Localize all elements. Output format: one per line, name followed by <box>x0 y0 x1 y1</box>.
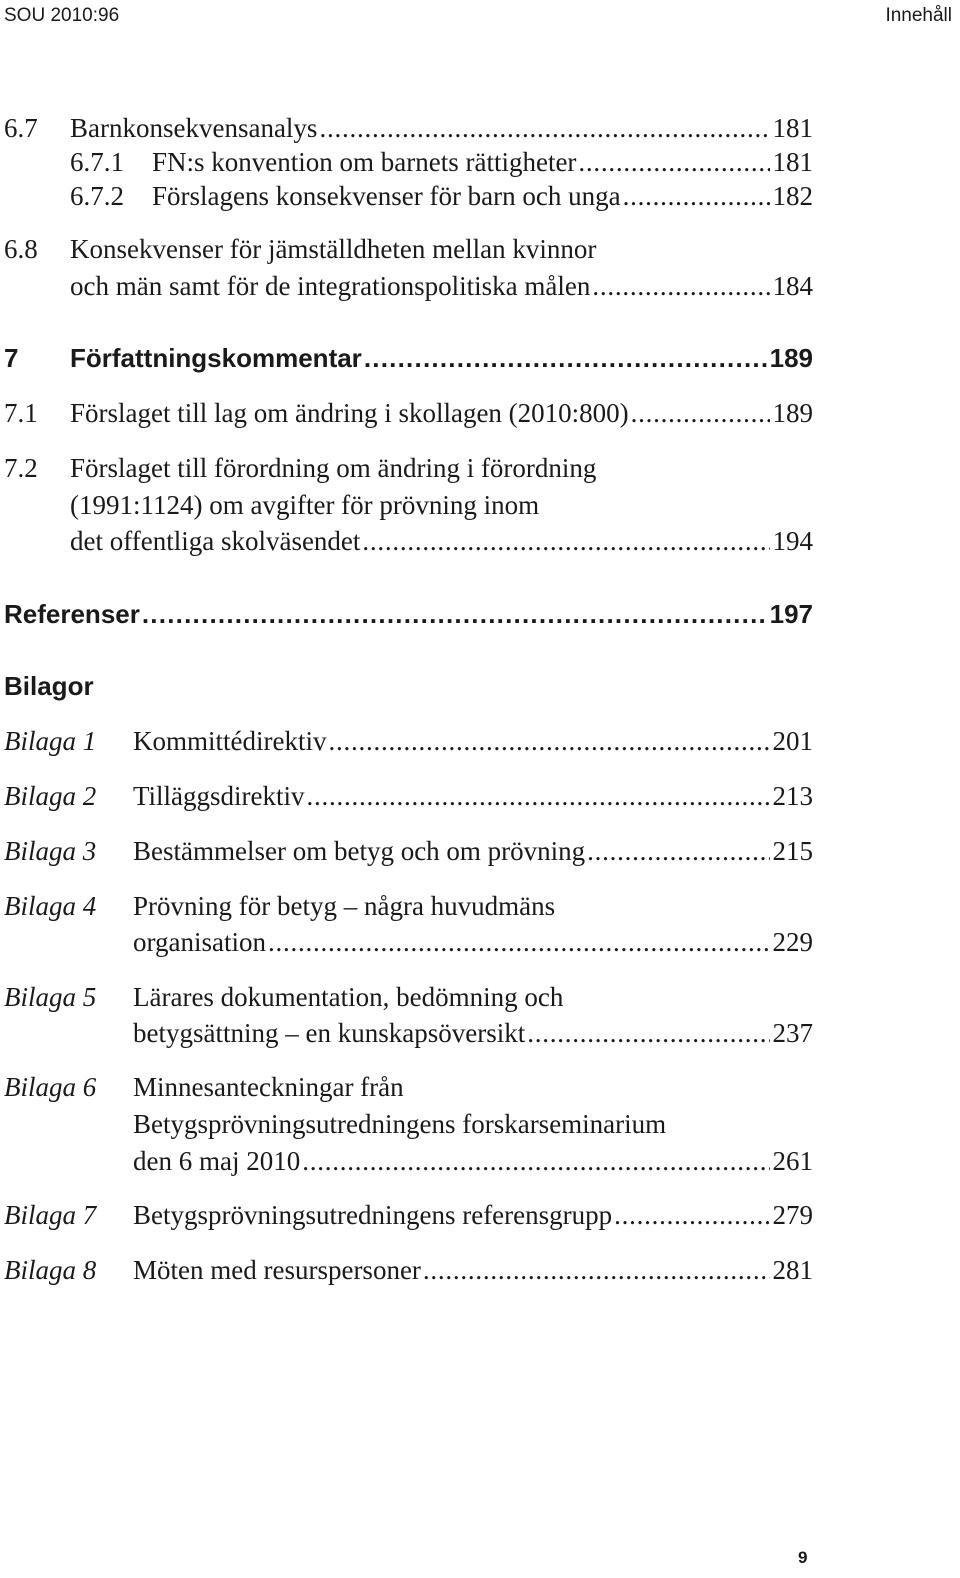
toc-entry-7-2[interactable] <box>70 523 813 559</box>
toc-entry-6-7-2[interactable] <box>152 178 813 214</box>
toc-chapter-7[interactable] <box>70 340 813 376</box>
toc-bilaga-5[interactable] <box>133 1015 813 1051</box>
dot-leader <box>302 1143 769 1179</box>
toc-title: Kommittédirektiv <box>133 726 327 756</box>
toc-title: betygsättning – en kunskapsöversikt <box>133 1018 526 1048</box>
chapter-title: Författningskommentar <box>70 343 362 373</box>
dot-leader <box>587 833 769 869</box>
toc-page: 181 <box>772 113 813 143</box>
running-header-right: Innehåll <box>885 5 952 26</box>
toc-title-line-1: Konsekvenser för jämställdheten mellan kvinnor <box>70 234 597 264</box>
toc-page: 184 <box>772 271 813 301</box>
toc-page: 189 <box>769 343 813 373</box>
dot-leader <box>142 596 767 632</box>
toc-bilaga-4[interactable] <box>133 924 813 960</box>
toc-page: 197 <box>769 599 813 629</box>
dot-leader <box>631 395 770 431</box>
bilaga-label: Bilaga 7 <box>4 1200 97 1230</box>
dot-leader <box>614 1197 769 1233</box>
toc-page: 181 <box>772 147 813 177</box>
toc-title-line-2: Betygsprövningsutredningens forskarseminarium <box>133 1109 667 1139</box>
bilaga-label: Bilaga 3 <box>4 836 97 866</box>
toc-number: 7.1 <box>4 398 38 428</box>
toc-bilaga-6[interactable] <box>133 1143 813 1179</box>
toc-title: organisation <box>133 927 266 957</box>
toc-entry-6-7[interactable] <box>70 110 813 146</box>
toc-number: 6.8 <box>4 234 38 264</box>
dot-leader <box>623 178 770 214</box>
toc-page: 189 <box>772 398 813 428</box>
bilaga-label: Bilaga 8 <box>4 1255 97 1285</box>
toc-page: 229 <box>772 927 813 957</box>
toc-entry-6-8[interactable] <box>70 268 813 304</box>
toc-number: 6.7.2 <box>70 181 124 211</box>
toc-page: 261 <box>772 1146 813 1176</box>
toc-page: 182 <box>772 181 813 211</box>
toc-title-line-1: Minnesanteckningar från <box>133 1072 404 1102</box>
toc-page: 201 <box>772 726 813 756</box>
dot-leader <box>578 144 769 180</box>
toc-page: 279 <box>772 1200 813 1230</box>
toc-title: den 6 maj 2010 <box>133 1146 301 1176</box>
dot-leader <box>319 110 769 146</box>
dot-leader <box>592 268 769 304</box>
dot-leader <box>362 523 769 559</box>
page-number: 9 <box>798 1548 808 1567</box>
toc-bilaga-8[interactable] <box>133 1252 813 1288</box>
toc-bilaga-3[interactable] <box>133 833 813 869</box>
chapter-number: 7 <box>4 343 19 373</box>
toc-title: Förslagens konsekvenser för barn och unga <box>152 181 621 211</box>
toc-title: Förslaget till lag om ändring i skollagen (2010:800) <box>70 398 629 428</box>
toc-title: Barnkonsekvensanalys <box>70 113 318 143</box>
toc-title: FN:s konvention om barnets rättigheter <box>152 147 577 177</box>
toc-referenser[interactable] <box>4 596 813 632</box>
toc-bilaga-1[interactable] <box>133 723 813 759</box>
bilaga-label: Bilaga 4 <box>4 891 97 921</box>
toc-title-line-1: Förslaget till förordning om ändring i förordning <box>70 453 597 483</box>
toc-title: det offentliga skolväsendet <box>70 526 361 556</box>
toc-title-line-1: Lärares dokumentation, bedömning och <box>133 982 564 1012</box>
toc-number: 7.2 <box>4 453 38 483</box>
toc-entry-6-7-1[interactable] <box>152 144 813 180</box>
dot-leader <box>328 723 769 759</box>
bilaga-label: Bilaga 1 <box>4 726 97 756</box>
toc-title-line-2: (1991:1124) om avgifter för prövning inom <box>70 490 540 520</box>
running-header-left: SOU 2010:96 <box>4 5 120 26</box>
toc-title: Betygsprövningsutredningens referensgrupp <box>133 1200 613 1230</box>
toc-page: 213 <box>772 781 813 811</box>
dot-leader <box>364 340 767 376</box>
bilaga-label: Bilaga 6 <box>4 1072 97 1102</box>
dot-leader <box>527 1015 769 1051</box>
toc-title: och män samt för de integrationspolitiska målen <box>70 271 591 301</box>
toc-page: 194 <box>772 526 813 556</box>
bilaga-label: Bilaga 2 <box>4 781 97 811</box>
dot-leader <box>307 778 770 814</box>
toc-title-line-1: Prövning för betyg – några huvudmäns <box>133 891 556 921</box>
bilaga-label: Bilaga 5 <box>4 982 97 1012</box>
toc-title: Tilläggsdirektiv <box>133 781 305 811</box>
dot-leader <box>423 1252 770 1288</box>
toc-page: 237 <box>772 1018 813 1048</box>
bilagor-heading: Bilagor <box>4 671 94 701</box>
toc-page: 281 <box>772 1255 813 1285</box>
toc-entry-7-1[interactable] <box>70 395 813 431</box>
toc-title: Bestämmelser om betyg och om prövning <box>133 836 586 866</box>
toc-bilaga-7[interactable] <box>133 1197 813 1233</box>
toc-number: 6.7.1 <box>70 147 124 177</box>
dot-leader <box>268 924 770 960</box>
section-title: Referenser <box>4 599 140 629</box>
toc-title: Möten med resurspersoner <box>133 1255 421 1285</box>
toc-number: 6.7 <box>4 113 38 143</box>
toc-page: 215 <box>772 836 813 866</box>
toc-bilaga-2[interactable] <box>133 778 813 814</box>
